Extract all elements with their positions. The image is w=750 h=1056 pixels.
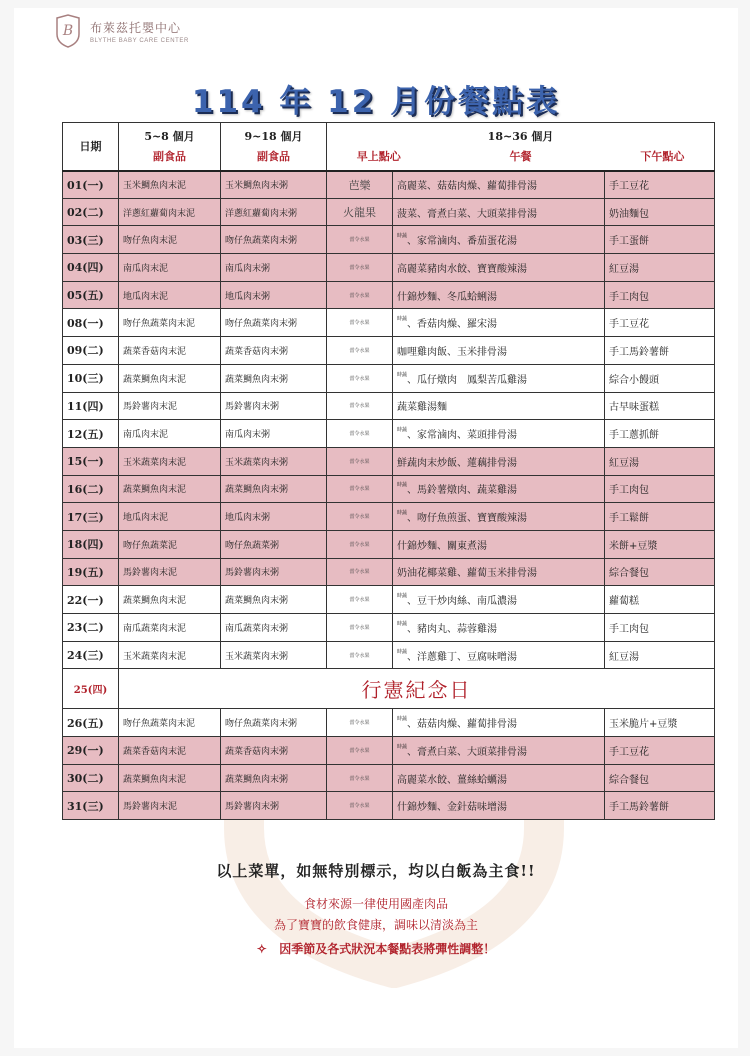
row-morning-snack: 當令水果: [327, 475, 393, 503]
row-lunch-tag: 時蔬: [397, 316, 408, 323]
row-lunch: [393, 764, 605, 792]
row-lunch-text: 、馬鈴薯燉肉、蔬菜雞湯: [407, 485, 518, 497]
row-lunch: [393, 392, 605, 420]
row-date: 31(三): [63, 792, 119, 820]
row-9-18m-meal: 蔬菜香菇肉末粥: [221, 737, 327, 765]
row-5-8m-meal: 洋蔥紅蘿蔔肉末泥: [119, 198, 221, 226]
row-afternoon-snack: 手工馬鈴薯餅: [605, 792, 715, 820]
row-lunch: [393, 530, 605, 558]
table-row: [63, 503, 715, 531]
row-9-18m-meal: 玉米蔬菜肉末粥: [221, 641, 327, 669]
header-date: 日期: [63, 123, 119, 171]
table-row: [63, 764, 715, 792]
brand-logo: [54, 14, 189, 48]
row-afternoon-snack: 紅豆湯: [605, 254, 715, 282]
row-lunch: [393, 475, 605, 503]
table-body-end: [63, 709, 715, 820]
row-morning-snack: 當令水果: [327, 392, 393, 420]
row-lunch-text: 鮮蔬肉末炒飯、蓮藕排骨湯: [397, 457, 517, 469]
row-5-8m-meal: 南瓜肉末泥: [119, 254, 221, 282]
row-5-8m-meal: 吻仔魚蔬菜肉末泥: [119, 709, 221, 737]
table-row: [63, 475, 715, 503]
row-9-18m-meal: 吻仔魚蔬菜肉末粥: [221, 709, 327, 737]
row-lunch: [393, 641, 605, 669]
row-morning-snack: 當令水果: [327, 226, 393, 254]
row-9-18m-meal: 吻仔魚蔬菜粥: [221, 530, 327, 558]
row-afternoon-snack: 奶油麵包: [605, 198, 715, 226]
header-group-9-18m: [221, 123, 327, 171]
row-5-8m-meal: 南瓜肉末泥: [119, 420, 221, 448]
adjustment-text: 因季節及各式狀況本餐點表將彈性調整！: [279, 942, 496, 956]
row-morning-snack: 當令水果: [327, 586, 393, 614]
row-afternoon-snack: 紅豆湯: [605, 447, 715, 475]
row-9-18m-meal: 蔬菜鯛魚肉末粥: [221, 475, 327, 503]
row-afternoon-snack: 手工肉包: [605, 281, 715, 309]
row-date: 19(五): [63, 558, 119, 586]
row-morning-snack: 當令水果: [327, 337, 393, 365]
row-morning-snack: 當令水果: [327, 641, 393, 669]
row-lunch-text: 、豆干炒肉絲、南瓜濃湯: [407, 596, 518, 608]
row-5-8m-meal: 馬鈴薯肉末泥: [119, 558, 221, 586]
row-morning-snack: 當令水果: [327, 254, 393, 282]
row-9-18m-meal: 玉米鯛魚肉末粥: [221, 171, 327, 199]
row-afternoon-snack: 米餅+豆漿: [605, 530, 715, 558]
row-lunch: [393, 226, 605, 254]
row-lunch: [393, 503, 605, 531]
row-date: 10(三): [63, 364, 119, 392]
table-row: [63, 586, 715, 614]
row-lunch: [393, 614, 605, 642]
sparkle-icon: ✧: [256, 942, 267, 956]
row-9-18m-meal: 馬鈴薯肉末粥: [221, 392, 327, 420]
row-date: 15(一): [63, 447, 119, 475]
holiday-date: 25(四): [63, 669, 119, 709]
row-morning-snack: 當令水果: [327, 281, 393, 309]
row-5-8m-meal: 蔬菜鯛魚肉末泥: [119, 364, 221, 392]
row-morning-snack: 當令水果: [327, 309, 393, 337]
row-lunch-text: 、瓜仔燉肉 鳳梨苦瓜雞湯: [407, 374, 528, 386]
row-afternoon-snack: 綜合小饅頭: [605, 364, 715, 392]
table-row: [63, 530, 715, 558]
adjustment-note: [14, 940, 738, 957]
row-date: 23(二): [63, 614, 119, 642]
row-lunch-text: 奶油花椰菜雞、蘿蔔玉米排骨湯: [397, 568, 537, 580]
holiday-label: 行憲紀念日: [119, 669, 715, 709]
menu-page: [14, 8, 738, 1048]
header-type-9-18m: 副食品: [257, 150, 290, 164]
row-afternoon-snack: 綜合餐包: [605, 558, 715, 586]
row-5-8m-meal: 蔬菜鯛魚肉末泥: [119, 475, 221, 503]
table-row: [63, 614, 715, 642]
row-date: 11(四): [63, 392, 119, 420]
row-lunch-text: 高麗菜豬肉水餃、寶寶酸辣湯: [397, 263, 527, 275]
row-9-18m-meal: 玉米蔬菜肉末粥: [221, 447, 327, 475]
row-date: 09(二): [63, 337, 119, 365]
row-lunch: [393, 792, 605, 820]
row-lunch: [393, 420, 605, 448]
row-5-8m-meal: 吻仔魚蔬菜泥: [119, 530, 221, 558]
row-9-18m-meal: 南瓜肉末粥: [221, 420, 327, 448]
row-morning-snack: 當令水果: [327, 447, 393, 475]
row-5-8m-meal: 地瓜肉末泥: [119, 281, 221, 309]
table-row: [63, 198, 715, 226]
row-morning-snack: 當令水果: [327, 503, 393, 531]
row-9-18m-meal: 蔬菜香菇肉末粥: [221, 337, 327, 365]
row-lunch-tag: 時蔬: [397, 482, 408, 489]
row-9-18m-meal: 蔬菜鯛魚肉末粥: [221, 586, 327, 614]
row-morning-snack: 當令水果: [327, 558, 393, 586]
row-lunch: [393, 558, 605, 586]
row-lunch-text: 、家常滷肉、番茄蛋花湯: [407, 236, 518, 248]
header-morning-snack: 早上點心: [356, 150, 401, 164]
row-afternoon-snack: 手工鬆餅: [605, 503, 715, 531]
row-date: 30(二): [63, 764, 119, 792]
row-afternoon-snack: 手工蔥抓餅: [605, 420, 715, 448]
row-lunch-tag: 時蔬: [397, 593, 408, 600]
row-lunch: [393, 337, 605, 365]
row-lunch-text: 什錦炒麵、關東煮湯: [397, 540, 487, 552]
row-afternoon-snack: 手工肉包: [605, 475, 715, 503]
row-date: 08(一): [63, 309, 119, 337]
row-date: 18(四): [63, 530, 119, 558]
meal-table: [62, 122, 715, 820]
row-afternoon-snack: 手工豆花: [605, 171, 715, 199]
table-row: [63, 420, 715, 448]
row-lunch-text: 什錦炒麵、冬瓜蛤蜊湯: [397, 291, 497, 303]
row-morning-snack: 當令水果: [327, 364, 393, 392]
row-lunch: [393, 254, 605, 282]
row-date: 05(五): [63, 281, 119, 309]
row-lunch-tag: 時蔬: [397, 427, 408, 434]
table-body-main: [63, 171, 715, 669]
row-morning-snack: 當令水果: [327, 420, 393, 448]
row-lunch-tag: 時蔬: [397, 233, 408, 240]
svg-text:B: B: [62, 23, 74, 39]
table-row: [63, 709, 715, 737]
row-5-8m-meal: 南瓜蔬菜肉末泥: [119, 614, 221, 642]
seasoning-note: 為了寶寶的飲食健康，調味以清淡為主: [273, 918, 478, 932]
row-date: 16(二): [63, 475, 119, 503]
row-lunch-text: 、菇菇肉燥、蘿蔔排骨湯: [407, 719, 518, 731]
row-lunch-text: 什錦炒麵、金針菇味增湯: [397, 802, 507, 814]
table-row: [63, 226, 715, 254]
row-9-18m-meal: 南瓜蔬菜肉末粥: [221, 614, 327, 642]
header-group-18-36m: [327, 123, 715, 171]
row-5-8m-meal: 馬鈴薯肉末泥: [119, 392, 221, 420]
row-lunch: [393, 737, 605, 765]
row-9-18m-meal: 南瓜肉末粥: [221, 254, 327, 282]
table-row: [63, 364, 715, 392]
brand-name: 布萊茲托嬰中心: [90, 20, 182, 35]
row-afternoon-snack: 手工豆花: [605, 309, 715, 337]
table-row: [63, 447, 715, 475]
row-9-18m-meal: 地瓜肉末粥: [221, 281, 327, 309]
table-row: [63, 558, 715, 586]
row-lunch: [393, 364, 605, 392]
row-lunch-text: 、家常滷肉、菜頭排骨湯: [407, 430, 518, 442]
row-date: 03(三): [63, 226, 119, 254]
row-lunch: [393, 447, 605, 475]
row-lunch: [393, 281, 605, 309]
row-afternoon-snack: 手工豆花: [605, 737, 715, 765]
row-lunch: [393, 709, 605, 737]
table-row: [63, 309, 715, 337]
page-title: 114 年 12 月份餐點表: [191, 84, 561, 120]
brand-subtitle: BLYTHE BABY CARE CENTER: [90, 37, 189, 44]
row-date: 04(四): [63, 254, 119, 282]
row-morning-snack: 當令水果: [327, 614, 393, 642]
row-9-18m-meal: 洋蔥紅蘿蔔肉末粥: [221, 198, 327, 226]
table-row: [63, 737, 715, 765]
row-afternoon-snack: 手工蛋餅: [605, 226, 715, 254]
row-date: 24(三): [63, 641, 119, 669]
row-afternoon-snack: 古早味蛋糕: [605, 392, 715, 420]
row-5-8m-meal: 蔬菜鯛魚肉末泥: [119, 586, 221, 614]
row-morning-snack: 火龍果: [327, 198, 393, 226]
holiday-row: [63, 669, 715, 709]
row-afternoon-snack: 綜合餐包: [605, 764, 715, 792]
ingredient-note: 食材來源一律使用國產肉品: [303, 897, 448, 911]
row-lunch: [393, 198, 605, 226]
row-lunch-text: 高麗菜、菇菇肉燥、蘿蔔排骨湯: [397, 181, 537, 193]
row-5-8m-meal: 吻仔魚蔬菜肉末泥: [119, 309, 221, 337]
row-5-8m-meal: 蔬菜香菇肉末泥: [119, 737, 221, 765]
row-lunch-tag: 時蔬: [397, 648, 408, 655]
row-lunch-tag: 時蔬: [397, 620, 408, 627]
row-date: 02(二): [63, 198, 119, 226]
row-5-8m-meal: 地瓜肉末泥: [119, 503, 221, 531]
row-date: 12(五): [63, 420, 119, 448]
row-afternoon-snack: 手工馬鈴薯餅: [605, 337, 715, 365]
row-date: 29(一): [63, 737, 119, 765]
row-5-8m-meal: 玉米鯛魚肉末泥: [119, 171, 221, 199]
row-afternoon-snack: 玉米脆片+豆漿: [605, 709, 715, 737]
table-row: [63, 171, 715, 199]
table-row: [63, 254, 715, 282]
row-afternoon-snack: 蘿蔔糕: [605, 586, 715, 614]
row-lunch-text: 、洋蔥雞丁、豆腐味噌湯: [407, 651, 518, 663]
row-lunch-tag: 時蔬: [397, 743, 408, 750]
header-age-9-18m: 9~18 個月: [244, 130, 303, 144]
row-lunch-text: 、膏煮白菜、大頭菜排骨湯: [407, 746, 528, 758]
rice-note: 以上菜單，如無特別標示，均以白飯為主食!!: [216, 862, 536, 880]
row-lunch: [393, 586, 605, 614]
header-age-5-8m: 5~8 個月: [144, 130, 195, 144]
row-9-18m-meal: 蔬菜鯛魚肉末粥: [221, 364, 327, 392]
row-9-18m-meal: 馬鈴薯肉末粥: [221, 558, 327, 586]
row-9-18m-meal: 吻仔魚蔬菜肉末粥: [221, 309, 327, 337]
header-type-5-8m: 副食品: [153, 150, 186, 164]
table-row: [63, 392, 715, 420]
row-9-18m-meal: 地瓜肉末粥: [221, 503, 327, 531]
row-lunch-tag: 時蔬: [397, 510, 408, 517]
table-row: [63, 281, 715, 309]
row-5-8m-meal: 蔬菜香菇肉末泥: [119, 337, 221, 365]
row-date: 26(五): [63, 709, 119, 737]
row-morning-snack: 當令水果: [327, 764, 393, 792]
row-lunch: [393, 171, 605, 199]
row-lunch-text: 蔬菜雞湯麵: [397, 402, 447, 414]
row-morning-snack: 當令水果: [327, 792, 393, 820]
table-body-holiday: [63, 669, 715, 709]
row-5-8m-meal: 蔬菜鯛魚肉末泥: [119, 764, 221, 792]
row-lunch-text: 、豬肉丸、蒜蓉雞湯: [407, 623, 498, 635]
row-9-18m-meal: 吻仔魚蔬菜肉末粥: [221, 226, 327, 254]
row-morning-snack: 當令水果: [327, 530, 393, 558]
table-row: [63, 641, 715, 669]
row-lunch-text: 、香菇肉燥、羅宋湯: [407, 319, 498, 331]
header-afternoon-snack: 下午點心: [640, 150, 685, 164]
row-morning-snack: 當令水果: [327, 709, 393, 737]
header-age-18-36m: 18~36 個月: [487, 130, 554, 144]
row-morning-snack: 芭樂: [327, 171, 393, 199]
row-morning-snack: 當令水果: [327, 737, 393, 765]
row-date: 22(一): [63, 586, 119, 614]
row-lunch-text: 、吻仔魚煎蛋、寶寶酸辣湯: [407, 513, 528, 525]
row-date: 01(一): [63, 171, 119, 199]
row-9-18m-meal: 馬鈴薯肉末粥: [221, 792, 327, 820]
row-5-8m-meal: 玉米蔬菜肉末泥: [119, 447, 221, 475]
row-lunch-text: 咖哩雞肉飯、玉米排骨湯: [397, 346, 507, 358]
row-lunch-tag: 時蔬: [397, 716, 408, 723]
row-lunch: [393, 309, 605, 337]
row-date: 17(三): [63, 503, 119, 531]
row-lunch-text: 高麗菜水餃、薑絲蛤蠣湯: [397, 774, 507, 786]
table-row: [63, 792, 715, 820]
row-9-18m-meal: 蔬菜鯛魚肉末粥: [221, 764, 327, 792]
row-afternoon-snack: 手工肉包: [605, 614, 715, 642]
row-5-8m-meal: 玉米蔬菜肉末泥: [119, 641, 221, 669]
row-5-8m-meal: 馬鈴薯肉末泥: [119, 792, 221, 820]
crest-icon: [54, 14, 82, 48]
header-group-5-8m: [119, 123, 221, 171]
row-afternoon-snack: 紅豆湯: [605, 641, 715, 669]
row-5-8m-meal: 吻仔魚肉末泥: [119, 226, 221, 254]
row-lunch-text: 菠菜、膏煮白菜、大頭菜排骨湯: [397, 208, 537, 220]
row-lunch-tag: 時蔬: [397, 371, 408, 378]
table-row: [63, 337, 715, 365]
header-lunch: 午餐: [509, 150, 532, 164]
